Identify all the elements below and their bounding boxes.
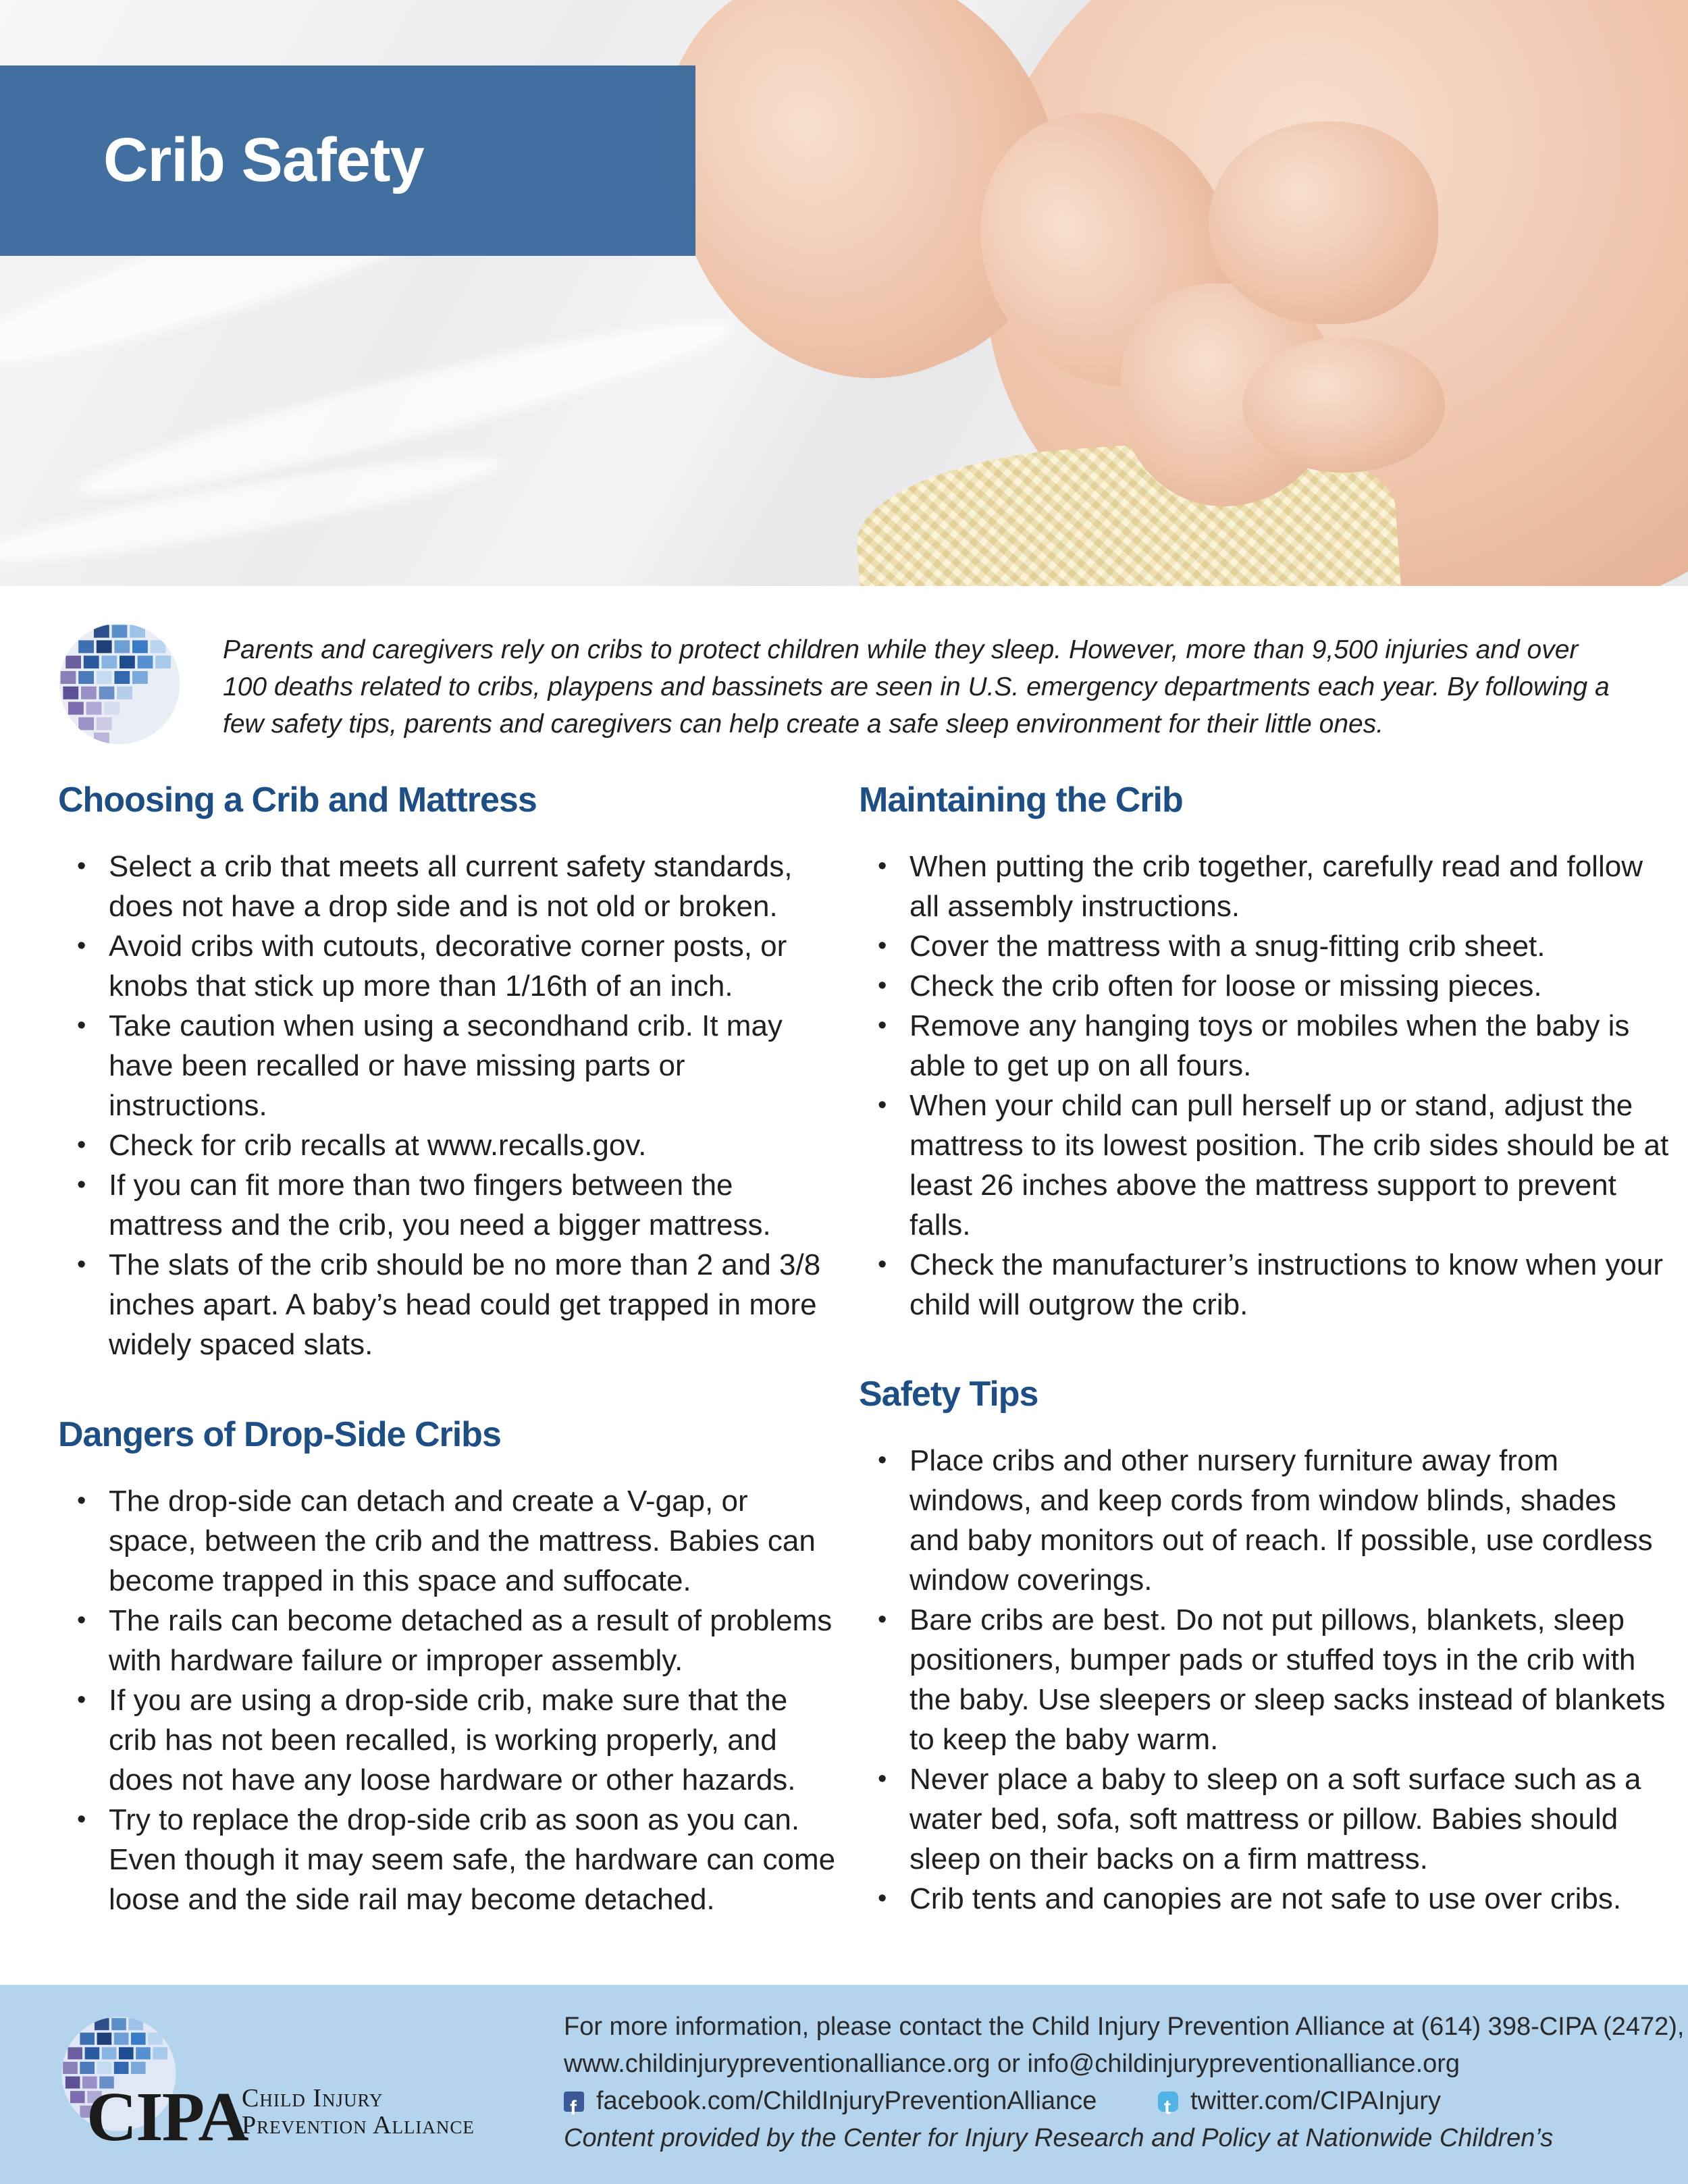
facebook-url[interactable]: facebook.com/ChildInjuryPreventionAlliance (596, 2087, 1097, 2115)
list-item: • Cover the mattress with a snug-fitting crib sheet. (859, 926, 1669, 966)
section-choosing (58, 776, 841, 1364)
bullet-list (859, 847, 1669, 1325)
list-item: • Place cribs and other nursery furniture away from windows, and keep cords from window blinds, shades and baby monitors out of reach. If possible, use cordless window coverings. (859, 1441, 1669, 1600)
logo-acronym: CIPA (86, 2078, 248, 2156)
list-item: • Select a crib that meets all current safety standards, does not have a drop side and is not old or broken. (58, 847, 841, 926)
list-item: • Check for crib recalls at www.recalls.gov. (58, 1125, 841, 1165)
section-heading: Choosing a Crib and Mattress (58, 780, 537, 820)
contact-line-2[interactable]: www.childinjurypreventionalliance.org or info@childinjurypreventionalliance.org (564, 2050, 1460, 2078)
list-item: • Check the crib often for loose or missing pieces. (859, 966, 1669, 1006)
contact-line-1: For more information, please contact the Child Injury Prevention Alliance at (614) 398-CIPA (2472), (564, 2013, 1685, 2041)
section-tips (859, 1370, 1669, 1919)
facebook-link[interactable] (564, 2083, 1158, 2120)
list-item: • If you are using a drop-side crib, make sure that the crib has not been recalled, is working properly, and does not have any loose hardware or other hazards. (58, 1680, 841, 1800)
list-item: • When your child can pull herself up or stand, adjust the mattress to its lowest position. The crib sides should be at least 26 inches above the mattress support to prevent falls. (859, 1086, 1669, 1245)
bullet-list (58, 847, 841, 1364)
section-heading: Maintaining the Crib (859, 780, 1183, 820)
facebook-icon (564, 2092, 584, 2112)
list-item: • Crib tents and canopies are not safe to use over cribs. (859, 1879, 1669, 1919)
section-heading: Safety Tips (859, 1375, 1038, 1414)
credit-line: Content provided by the Center for Injury Research and Policy at Nationwide Children’s (564, 2124, 1554, 2152)
list-item: • When putting the crib together, carefully read and follow all assembly instructions. (859, 847, 1669, 926)
list-item: • Take caution when using a secondhand crib. It may have been recalled or have missing parts or instructions. (58, 1006, 841, 1125)
twitter-url[interactable]: twitter.com/CIPAInjury (1190, 2087, 1441, 2115)
hero-photo (0, 0, 1688, 586)
page-title: Crib Safety (103, 126, 424, 194)
section-heading: Dangers of Drop-Side Cribs (58, 1415, 501, 1454)
logo-name (242, 2085, 475, 2139)
title-band (0, 65, 695, 256)
list-item: • The rails can become detached as a result of problems with hardware failure or improper assembly. (58, 1601, 841, 1680)
bullet-list (58, 1481, 841, 1919)
section-maintaining (859, 776, 1669, 1325)
list-item: • Check the manufacturer’s instructions to know when your child will outgrow the crib. (859, 1245, 1669, 1325)
globe-logo-icon (55, 620, 184, 748)
twitter-link[interactable] (1158, 2083, 1441, 2120)
list-item: • The slats of the crib should be no more than 2 and 3/8 inches apart. A baby’s head could get trapped in more widely spaced slats. (58, 1245, 841, 1364)
list-item: • Try to replace the drop-side crib as soon as you can. Even though it may seem safe, the hardware can come loose and the side rail may become detached. (58, 1800, 841, 1919)
contact-block (564, 2008, 1685, 2157)
logo-line1: Child Injury (242, 2084, 384, 2112)
list-item: • If you can fit more than two fingers between the mattress and the crib, you need a bigger mattress. (58, 1165, 841, 1245)
list-item: • The drop-side can detach and create a V-gap, or space, between the crib and the mattress. Babies can become trapped in this space and suffocate. (58, 1481, 841, 1601)
social-row (564, 2083, 1671, 2120)
footer (0, 1985, 1688, 2184)
logo-line2: Prevention Alliance (242, 2111, 475, 2139)
section-dangers (58, 1411, 841, 1919)
list-item: • Avoid cribs with cutouts, decorative corner posts, or knobs that stick up more than 1/16th of an inch. (58, 926, 841, 1006)
bullet-list (859, 1441, 1669, 1919)
intro-paragraph: Parents and caregivers rely on cribs to protect children while they sleep. However, more than 9,500 injuries and over 100 deaths related to cribs, playpens and bassinets are seen in U.S. emergency departments each year. By following a few safety tips, parents and caregivers can help create a safe sleep environment for their little ones. (223, 635, 1610, 739)
list-item: • Bare cribs are best. Do not put pillows, blankets, sleep positioners, bumper pads or stuffed toys in the crib with the baby. Use sleepers or sleep sacks instead of blankets to keep the baby warm. (859, 1600, 1669, 1759)
twitter-icon (1158, 2092, 1178, 2112)
list-item: • Never place a baby to sleep on a soft surface such as a water bed, sofa, soft mattress or pillow. Babies should sleep on their backs on a firm mattress. (859, 1759, 1669, 1879)
list-item: • Remove any hanging toys or mobiles when the baby is able to get up on all fours. (859, 1006, 1669, 1086)
